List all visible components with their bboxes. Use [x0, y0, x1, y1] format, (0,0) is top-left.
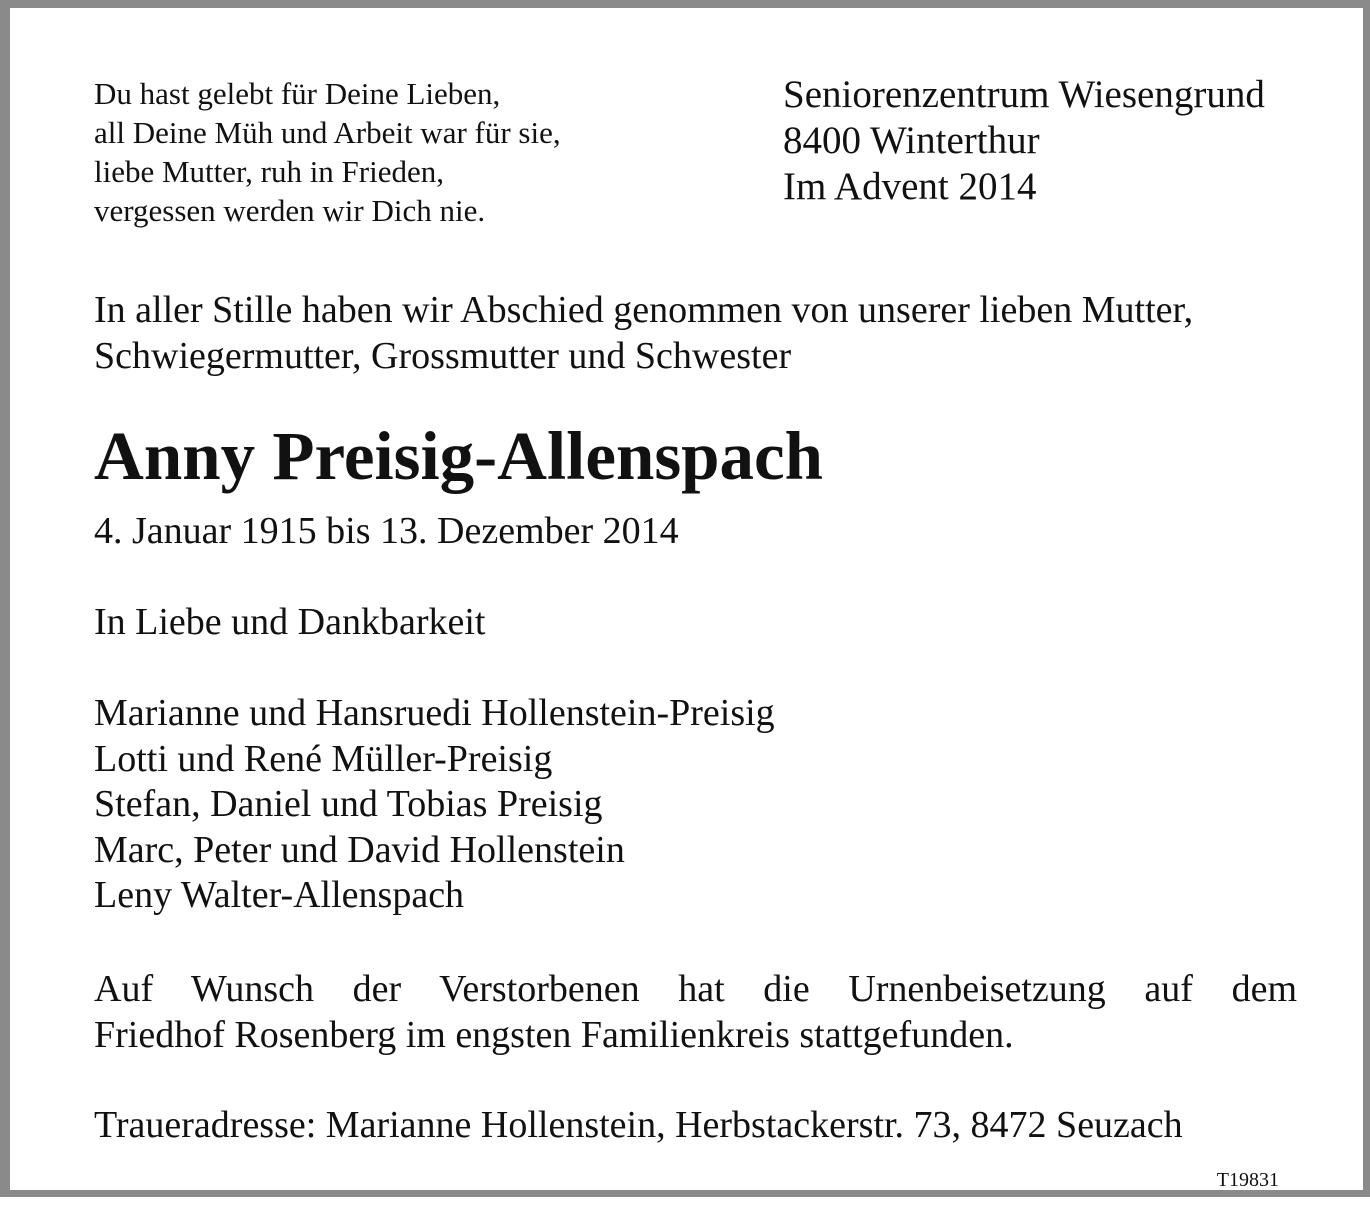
- mourner-item: Leny Walter-Allenspach: [94, 874, 465, 916]
- ad-reference-code: T19831: [1216, 1169, 1279, 1191]
- poem-line: all Deine Müh und Arbeit war für sie,: [94, 115, 561, 150]
- intro-line: Schwiegermutter, Grossmutter und Schwester: [94, 335, 792, 377]
- mourner-item: Marc, Peter und David Hollenstein: [94, 828, 625, 871]
- poem-line: Du hast gelebt für Deine Lieben,: [94, 76, 501, 111]
- place-line: Im Advent 2014: [783, 165, 1037, 208]
- deceased-name: Anny Preisig-Allenspach: [94, 418, 824, 494]
- burial-notice: [94, 966, 1297, 1058]
- mourner-item: Stefan, Daniel und Tobias Preisig: [94, 783, 603, 825]
- poem: [94, 74, 561, 230]
- poem-line: liebe Mutter, ruh in Frieden,: [94, 154, 445, 189]
- place-line: 8400 Winterthur: [783, 119, 1040, 162]
- poem-line: vergessen werden wir Dich nie.: [94, 193, 486, 228]
- life-dates: 4. Januar 1915 bis 13. Dezember 2014: [94, 510, 679, 552]
- mourner-item: Lotti und René Müller-Preisig: [94, 737, 553, 780]
- mourners-list: [94, 691, 775, 919]
- mourning-address: Traueradresse: Marianne Hollenstein, Herbstackerstr. 73, 8472 Seuzach: [94, 1104, 1183, 1146]
- mourner-item: Marianne und Hansruedi Hollenstein-Preisig: [94, 692, 775, 734]
- thanks-line: In Liebe und Dankbarkeit: [94, 601, 486, 643]
- intro-line: In aller Stille haben wir Abschied genommen von unserer lieben Mutter,: [94, 289, 1194, 331]
- intro-text: [94, 287, 1193, 379]
- place-line: Seniorenzentrum Wiesengrund: [783, 73, 1265, 116]
- place-and-date: [783, 72, 1265, 210]
- burial-line: Auf Wunsch der Verstorbenen hat die Urnenbeisetzung auf dem: [94, 968, 1297, 1010]
- burial-line: Friedhof Rosenberg im engsten Familienkreis stattgefunden.: [94, 1014, 1014, 1056]
